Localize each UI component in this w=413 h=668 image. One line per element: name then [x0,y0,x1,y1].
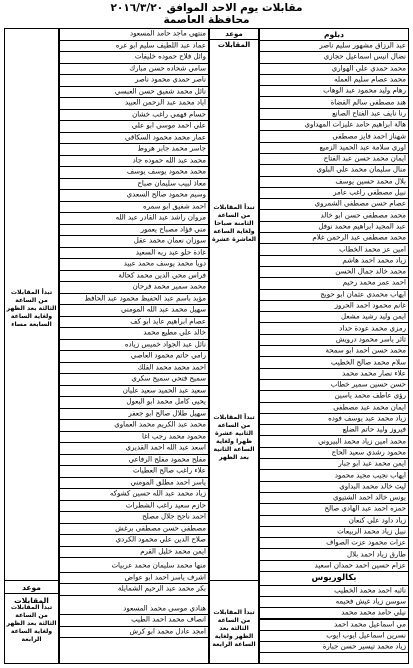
name-row [60,535,208,547]
name-text: صلاح الدين علي محمود الكردي [115,535,206,544]
name-text: نضال انيس اسماعيل حجازي [323,52,406,61]
name-row [60,397,208,409]
name-text: زياد محمد تيسير حسن جبارة [322,642,406,651]
name-text: نائبه احمد محمد الخطيب [334,586,406,595]
name-text: حسن حسين سمير خطاب [330,380,406,389]
name-text: علاء راغب صالح العطيات [133,466,206,475]
name-row [60,29,208,41]
name-text: انصاف محمد احمد الطيب [131,615,206,624]
name-row [260,631,408,642]
name-text: سلام محمد صالح الخطيب [330,358,406,367]
name-row [260,550,408,561]
name-text: محمد مصطفى عبد الرحمن غلام [312,233,406,242]
name-text: فراس محي الدين محمد كحالة [118,271,206,280]
name-row [60,75,208,87]
bachelor-heading: بكالوريوس [260,572,408,586]
name-row [60,455,208,467]
name-text: زياد محمد عبد يوسف فوده [328,414,406,423]
name-text: سميح فتحي سميح سكري [131,374,206,383]
name-row [260,222,408,233]
right-time-heading: موعد المقابلات [209,28,259,40]
name-row [60,374,208,386]
left-time-note-2: تبدأ المقابلات من الساعة الثالثة بعد الظهر ولغاية الساعة الرابعة [6,604,57,643]
right-column-heading: دبلوم [260,29,408,41]
name-row [260,425,408,436]
name-text: يونس خالد احمد الشتيوي [332,493,406,502]
name-text: نبيل مصطفى راغب عامر [333,188,406,197]
name-row [60,478,208,490]
name-row [260,437,408,448]
header-title: مقابلات يوم الاحد الموافق ٢٠١٦/٣/٢٠ [110,2,303,14]
name-text: سوزان نعمان محمد عقل [133,236,206,245]
name-row [60,340,208,352]
name-text: ايهاب نجيب مجيد محمود [334,471,406,480]
name-row [60,167,208,179]
right-names-column [259,28,409,664]
name-row [60,512,208,524]
name-row [260,538,408,549]
right-time-note-1: تبدأ المقابلات من الساعة الثامنة صباحا ولغاية الساعة العاشرة عشرة [211,204,257,243]
name-row [260,301,408,312]
name-row [60,294,208,306]
name-text: نبيل زياد محمد الربيعات [337,527,406,536]
name-row [260,369,408,380]
name-row [260,244,408,255]
name-text: اياد محمد عبد الرحمن العبيد [125,98,206,107]
name-row [60,225,208,237]
name-row [260,597,408,608]
name-row [260,75,408,86]
name-row [60,409,208,421]
name-text: سوسن زياد غيش فحيمه [335,597,406,606]
name-text: علاء نصار محمد محمد [342,369,406,378]
name-text: سعيد عبد الحميد سعيد عليان [122,386,206,395]
name-text: محمد عبد الكريم محمد العماوي [114,420,206,429]
name-row [260,609,408,620]
name-text: غادة حلو عبد ربه السعيد [135,248,206,257]
name-text: هند مصطفى سالم القضاة [330,98,406,107]
name-text: ليث خالد محمد البداوي [339,482,406,491]
name-text: نائل عبد الجواد خميس زياده [124,340,206,349]
name-row [260,120,408,131]
name-text: احمد ناجح جلال مصلح [142,512,206,521]
name-row [260,470,408,481]
name-text: احمد محمد محمد الفلك [137,363,206,372]
name-text: خالد علي مطيع محمد [143,328,206,337]
name-row [260,131,408,142]
left-time-column [4,28,59,664]
name-text: ياسر احمد مطلق المومني [130,478,206,487]
name-row [60,110,208,122]
name-text: محمد عصام سليم العمله [334,75,406,84]
name-row [260,64,408,75]
name-text: سهيل طلال صالح ابو جعفر [128,409,206,418]
name-row [60,190,208,202]
name-text: حمزه احمد عبد الهادي صالح [324,504,406,513]
name-text: غانم محمود احمد الحروز [334,301,406,310]
name-row [60,489,208,501]
name-text: منال سليمان محمد علي البلوي [316,165,406,174]
name-row [60,466,208,478]
name-text: امين عز محمد الخطاب [339,245,406,254]
name-text: نيلي حامد محمد محمد [341,608,406,617]
name-text: اشرف ياسر احمد ابو عواض [124,573,206,582]
name-text: ايمان محمد حسن عبد الفتاح [323,154,406,163]
name-row [60,259,208,271]
name-text: عماد عبد اللطيف سليم ابو عره [115,41,206,50]
name-row [60,420,208,432]
name-text: مروان راشد عبد القادر عبد الله [115,213,206,222]
name-text: امجد عادل محمد ابو كرش [129,627,206,636]
name-row [260,199,408,210]
name-text: ايمن وليد رشيد مشعل [341,312,406,321]
name-text: مصطفى حسن مصطفى برغش [115,524,206,533]
name-row [60,328,208,340]
name-row [260,482,408,493]
name-text: زياد محمد عبد الله حسين كشوكه [109,489,206,498]
name-text: بلال محمد حسين يوسف [335,177,406,186]
name-text: بكر محمد عبد الرحيم الشمايلة [117,584,206,593]
name-text: رهام وليد محمود عبد الوهاب [323,86,406,95]
name-row [60,202,208,214]
name-text: عصام ابراهيم عايد ابو كف [130,317,206,326]
name-row [60,386,208,398]
name-row [260,357,408,368]
name-row [260,527,408,538]
name-text: محمد عبد الله حموده جاد [132,156,206,165]
name-text: طارق زياد احمد بلال [347,550,406,559]
name-row [60,584,208,596]
name-text: وسيم محمود صالح السعدي [126,190,206,199]
name-text: فيروز وليد حاتم الضلع [342,425,406,434]
name-text: محمود محمد رجب اغا [141,432,206,441]
name-row [260,211,408,222]
name-text: اوري سلامة عبد الحميد الزميع [319,143,406,152]
name-row [260,154,408,165]
name-row [260,459,408,470]
name-text: حسام فهمي راغب خشان [132,110,206,119]
name-row [260,278,408,289]
name-row [60,87,208,99]
name-text: ايمن محمد عبد ابو جبار [338,459,406,468]
name-text: دويا محمد يوسف محمد عبيد [123,259,206,268]
name-row [60,432,208,444]
name-text: مي اسماعيل محمد احمد [334,620,406,629]
name-row [60,547,208,559]
name-row [60,41,208,53]
right-time-column [209,28,259,664]
name-row [260,448,408,459]
name-row [60,282,208,294]
name-row [60,317,208,329]
name-text: وائل فلاح حموده خليفات [134,52,206,61]
name-text: يحيى كامل محمد ابو البعول [126,397,206,406]
name-text: محمود رشدي سعيد الحاج [331,448,406,457]
name-row [60,213,208,225]
name-row [60,144,208,156]
name-text: منها محمد سليمان محمد عربيات [111,561,206,570]
name-row [60,443,208,455]
name-row [260,403,408,414]
name-text: محمد خالد جمال الحسن [335,267,406,276]
name-row [260,561,408,572]
name-text: مؤيد باسم عبد الحفيظ محمود عبد الحافظ [84,294,206,303]
name-row [260,290,408,301]
name-text: زياد محمد احمد هاشم [342,256,406,265]
name-text: هالة ابراهيم حامد عليزات المهداوي [304,120,406,129]
name-row [260,586,408,597]
name-text: مفلح محمود مفلح الرفاعي [128,455,206,464]
name-row [260,41,408,52]
name-row [260,233,408,244]
name-row [260,188,408,199]
name-row [60,573,208,585]
document-header [0,2,413,26]
right-time-note-2: تبدأ المقابلات من الساعة الثانية عشرة ظهرا ولغاية الساعة الثانية بعد الظهر [213,414,255,461]
name-row [60,271,208,283]
name-text: رامي حاتم محمود العاصي [130,351,206,360]
name-text: ثائر ياسر محمود درويش [335,335,406,344]
name-row [260,267,408,278]
name-row [60,156,208,168]
name-text: منتهى ماجد حامد المسعود [130,29,206,38]
name-row [260,256,408,267]
header-subtitle: محافظة العاصمة [163,14,250,26]
name-text: محمد محمود يوسف يوسف [126,167,206,176]
name-text: اسعد عبد الله احمد القديري [125,443,206,452]
name-row [60,351,208,363]
name-text: عمار محمد محمود السكاقي [125,133,206,142]
name-row [60,627,208,639]
name-row [60,179,208,191]
name-row [60,133,208,145]
name-text: نائل محمد شفيق حسن العبسي [114,87,206,96]
right-time-note-3: تبدأ المقابلات من الساعة الثالثة بعد الظهر ولغاية الساعة الرابعة [212,609,256,648]
name-text: معاذ لبيب سليمان صباح [137,179,206,188]
name-row [260,516,408,527]
name-row [260,346,408,357]
name-row [60,524,208,536]
name-text: احمد شفيق ابو سمره [143,202,206,211]
name-row [260,391,408,402]
name-text: سهيل محمد عبد الله المومني [121,305,206,314]
name-row [260,380,408,391]
name-row [60,52,208,64]
name-text: محمد حسن احمد ابو سمحة [325,346,406,355]
name-text: علي احمد موسى ابو علي [131,121,206,130]
name-text: زياد داود علي كنعان [348,516,406,525]
name-row [60,64,208,76]
name-row [60,248,208,260]
name-text: عزات محمود عزت الصواف [326,538,406,547]
name-text: ايهاب محمدي عثمان ابو حويج [320,290,406,299]
name-text: جاسر محمد جابر هروط [137,144,206,153]
name-row [260,414,408,425]
name-text: احمد عمر محمد رحيم [342,278,406,287]
name-row [260,642,408,653]
left-time-heading: موعد المقابلات [4,580,59,594]
name-row [260,335,408,346]
name-row [60,121,208,133]
name-text: ناصر حمدي محمود ناصر [134,75,206,84]
name-text: محمد امين زياد محمد البيروني [318,437,406,446]
name-row [260,98,408,109]
name-row [60,501,208,513]
name-row [260,177,408,188]
name-text: عبد المجيد ابراهيم محمد نوفل [318,222,406,231]
name-text: نسرين اسماعيل ايوب ايوب [326,631,406,640]
name-row [260,312,408,323]
name-row [260,165,408,176]
name-row [260,86,408,97]
name-text: رمزي محمد عودة حداد [339,324,406,333]
name-row [260,504,408,515]
name-row [60,561,208,573]
name-text: شهناز احمد فايز مصطفى [332,132,406,141]
name-text: ايمان محمد عبد مصطفى [333,403,406,412]
name-text: محمد حمدي علي الهواري [331,64,406,73]
name-row [60,604,208,616]
name-text: هنادي موسى محمد المسعود [123,604,206,613]
name-row [60,363,208,375]
name-row [60,236,208,248]
name-text: مني فؤاد مصباح يعمور [140,225,206,234]
name-row [260,324,408,335]
name-row [60,305,208,317]
name-text: رنا نايف عبد الفتاح الصانع [332,109,406,118]
name-row [60,98,208,110]
name-text: ايمن محمد خليل القرم [140,547,206,556]
name-row [260,493,408,504]
left-names-column [59,28,209,664]
name-row [260,143,408,154]
name-row [260,52,408,63]
name-text: محمد مصطفى حسن ابو خالد [320,211,406,220]
name-row [60,615,208,627]
name-text: عصام حسن مصطفى الشمروي [314,199,406,208]
name-text: رؤي عاطف محمد ياسين [334,391,406,400]
left-time-note-1: تبدأ المقابلات من الساعة الثالثة بعد الظهر ولغاية الساعة السابعة مساء [6,289,57,328]
name-row [260,109,408,120]
name-text: عزام حسين احمد حمدان اسعيد [314,561,406,570]
name-text: سامي شحاده حسن مبارك [129,64,206,73]
name-text: محمد سمير محمد فرحان [132,282,206,291]
name-text: عبد الرزاق مشهور سليم ناصر [319,41,406,50]
name-row [260,620,408,631]
name-text: حازم سعيد راغب الشطرات [125,501,206,510]
